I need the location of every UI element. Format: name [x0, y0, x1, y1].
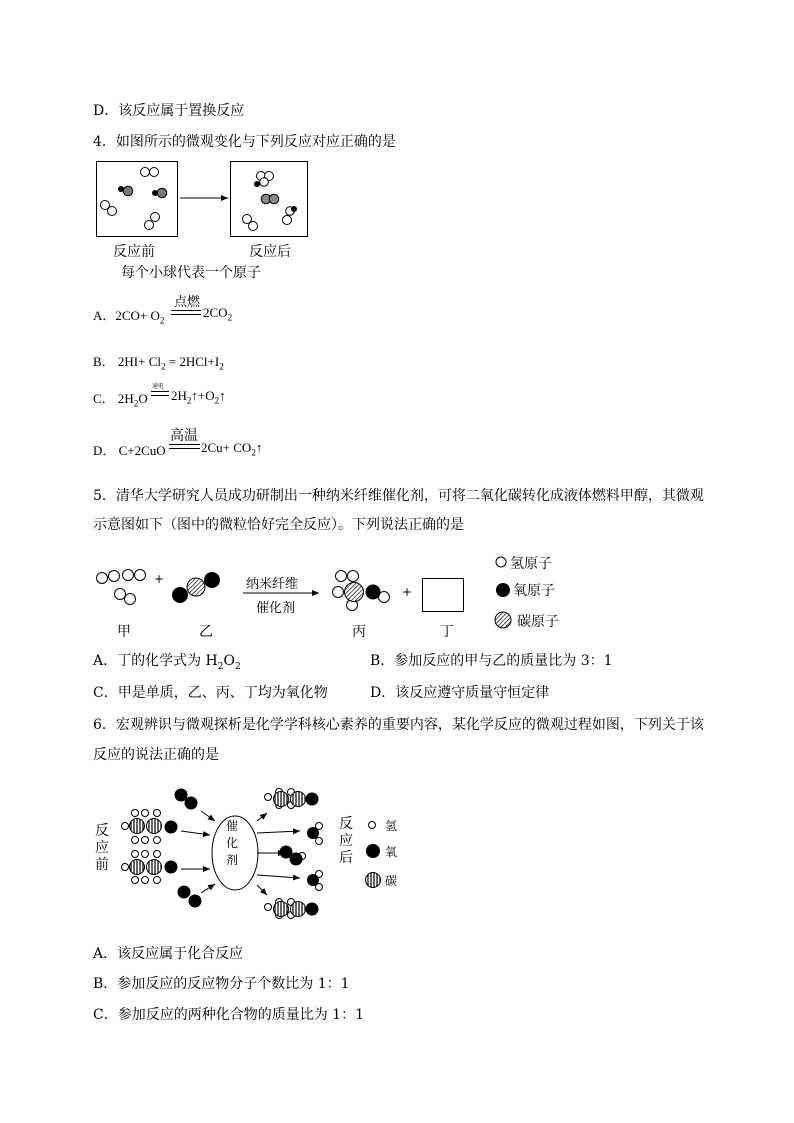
q4-after-particles [231, 162, 309, 238]
q6-after-label: 反 应 后 [339, 816, 353, 866]
q4-before-box [96, 161, 178, 237]
q4-c-condition: 通电 [152, 383, 165, 390]
q5-legend-carbon: 碳原子 [517, 614, 559, 630]
q3-option-d: D．该反应属于置换反应 [93, 103, 245, 119]
q5-arrow-bottom: 催化剂 [256, 601, 296, 616]
q4-option-b: B． $2HI+ Cl_2 = 2HCl+I_2$ [93, 354, 224, 372]
q6-before-label: 反 应 前 [95, 823, 109, 873]
q6-legend-symbols [364, 817, 386, 887]
q5-arrow-top: 纳米纤维 [246, 577, 299, 592]
q4-before-particles [97, 162, 179, 238]
q4-d-condition: 高温 [170, 428, 198, 444]
q5-label-yi: 乙 [199, 624, 213, 640]
q6-stem-line2: 反应的说法正确的是 [93, 747, 219, 763]
q6-option-c: C．参加反应的两种化合物的质量比为 1：1 [93, 1007, 364, 1023]
q5-plus-1: + [154, 572, 165, 586]
q5-label-ding: 丁 [440, 624, 454, 640]
q4-note: 每个小球代表一个原子 [121, 265, 261, 281]
q4-label-after: 反应后 [249, 244, 291, 260]
q6-stem-line1: 6．宏观辨识与微观探析是化学学科核心素养的重要内容，某化学反应的微观过程如图，下列关于该 [93, 717, 704, 733]
q5-plus-2: + [402, 585, 413, 599]
q5-stem-line1: 5．清华大学研究人员成功研制出一种纳米纤维催化剂，可将二氧化碳转化成液体燃料甲醇，其微观 [93, 488, 704, 504]
q5-option-c: C．甲是单质，乙、丙、丁均为氧化物 [93, 685, 328, 701]
q6-legend-oxygen: 氧 [385, 845, 398, 859]
q5-label-bing: 丙 [352, 624, 366, 640]
q6-catalyst-label: 催 化 剂 [226, 819, 239, 867]
q5-molecule-yi [168, 563, 228, 613]
q5-option-a: A．丁的化学式为 $H_2O_2$ [93, 653, 241, 672]
q4-a-condition: 点燃 [174, 295, 201, 310]
q4-after-box [230, 161, 308, 237]
q5-option-d: D．该反应遵守质量守恒定律 [370, 685, 550, 701]
q5-stem-line2: 示意图如下（图中的微粒恰好完全反应）。下列说法正确的是 [93, 517, 464, 533]
q5-label-jia: 甲 [117, 624, 131, 640]
q6-option-a: A．该反应属于化合反应 [93, 946, 244, 962]
q4-c-equals [151, 391, 169, 396]
q4-arrow [178, 193, 238, 203]
q5-legend-hydrogen: 氢原子 [510, 556, 552, 572]
q5-option-b: B．参加反应的甲与乙的质量比为 3：1 [370, 653, 613, 669]
q6-option-b: B．参加反应的反应物分子个数比为 1：1 [93, 976, 350, 992]
q4-label-before: 反应前 [113, 244, 155, 260]
q5-unknown-box [422, 578, 464, 612]
q4-d-equals [169, 444, 200, 449]
q6-legend-hydrogen: 氢 [385, 819, 398, 833]
q6-legend-carbon: 碳 [385, 874, 398, 888]
q5-molecule-bing [328, 564, 398, 620]
q5-legend-oxygen: 氧原子 [513, 583, 555, 599]
q4-a-equals [171, 310, 201, 315]
q4-stem: 4．如图所示的微观变化与下列反应对应正确的是 [93, 134, 396, 150]
